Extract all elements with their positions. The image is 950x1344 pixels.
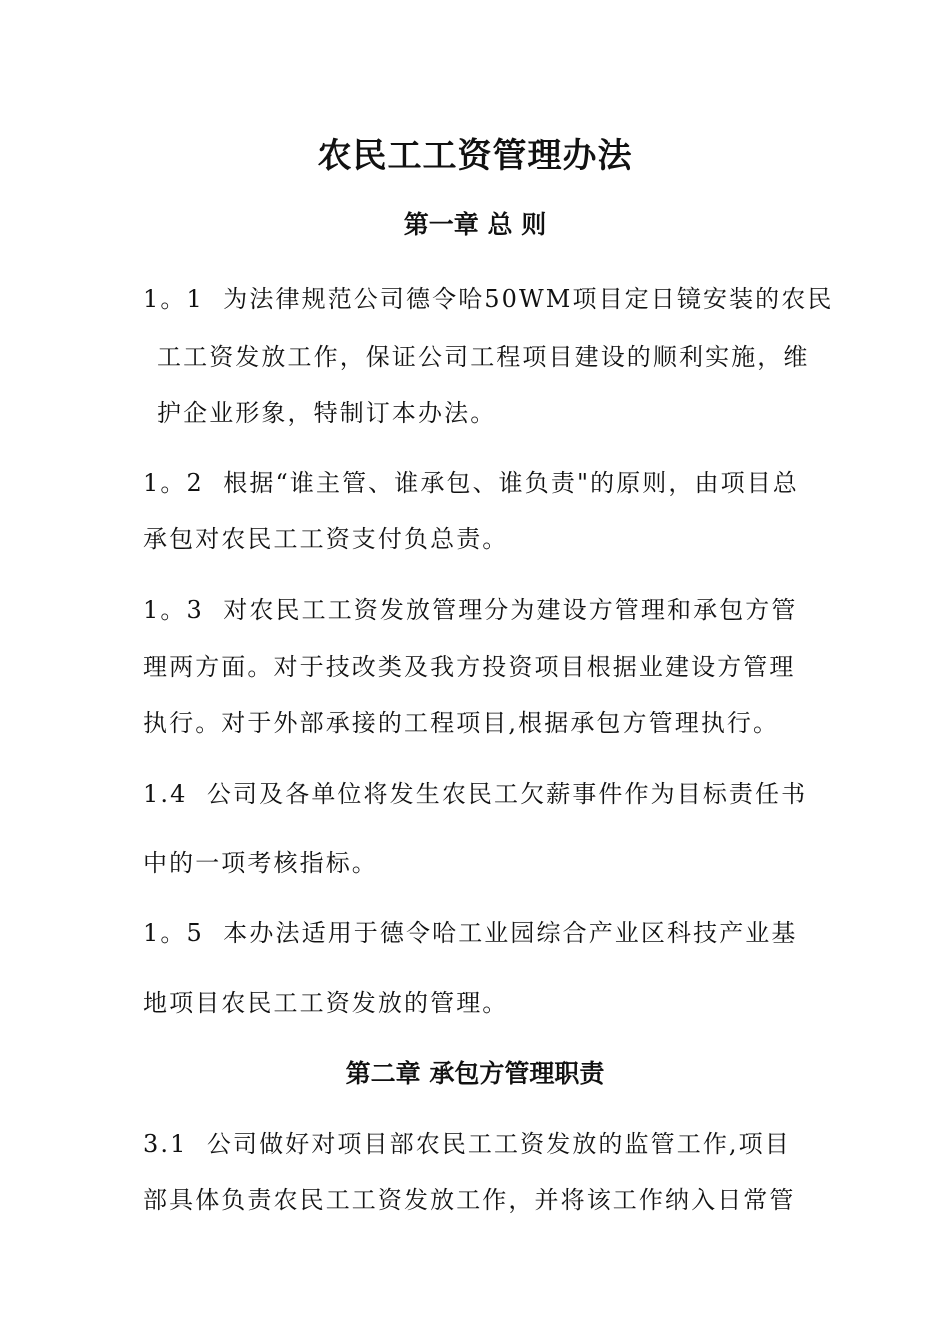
clause-1-1-line-1: 1。1 为法律规范公司德令哈50WM项目定日镜安装的农民 xyxy=(143,285,834,313)
clause-1-5-line-2: 地项目农民工工资发放的管理。 xyxy=(143,989,509,1017)
clause-1-3-line-2: 理两方面。对于技改类及我方投资项目根据业建设方管理 xyxy=(143,653,796,681)
clause-1-3-line-3: 执行。对于外部承接的工程项目,根据承包方管理执行。 xyxy=(143,709,780,737)
clause-1-3-line-1: 1。3 对农民工工资发放管理分为建设方管理和承包方管 xyxy=(143,596,798,624)
clause-1-1-line-3: 护企业形象，特制订本办法。 xyxy=(157,399,497,427)
clause-3-1-line-1: 3.1 公司做好对项目部农民工工资发放的监管工作,项目 xyxy=(143,1130,791,1158)
chapter-1-heading: 第一章 总 则 xyxy=(403,210,547,239)
clause-3-1-line-2: 部具体负责农民工工资发放工作，并将该工作纳入日常管 xyxy=(143,1186,796,1214)
clause-1-1-line-2: 工工资发放工作，保证公司工程项目建设的顺利实施，维 xyxy=(157,343,810,371)
clause-1-4-line-1: 1.4 公司及各单位将发生农民工欠薪事件作为目标责任书 xyxy=(143,780,808,808)
clause-1-2-line-1: 1。2 根据“谁主管、谁承包、谁负责"的原则，由项目总 xyxy=(143,469,799,497)
clause-1-2-line-2: 承包对农民工工资支付负总责。 xyxy=(143,525,509,553)
chapter-2-heading: 第二章 承包方管理职责 xyxy=(345,1059,605,1088)
clause-1-4-line-2: 中的一项考核指标。 xyxy=(143,849,378,877)
document-title: 农民工工资管理办法 xyxy=(317,136,633,176)
clause-1-5-line-1: 1。5 本办法适用于德令哈工业园综合产业区科技产业基 xyxy=(143,919,798,947)
